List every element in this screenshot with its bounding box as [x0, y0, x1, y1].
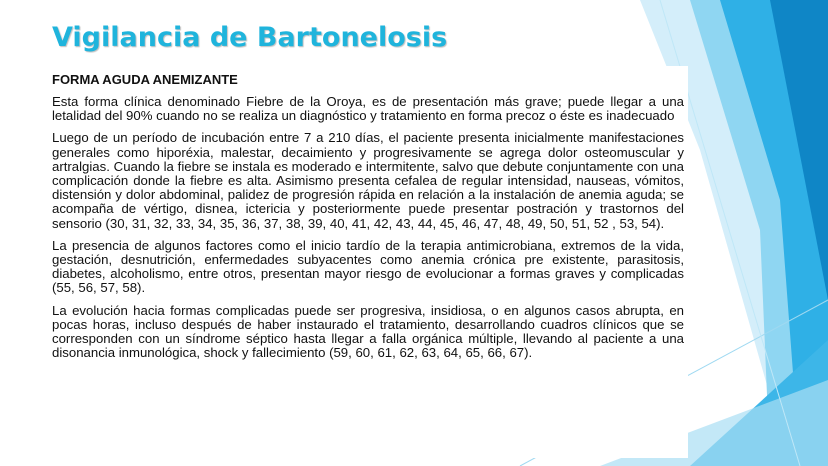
document-paragraph: La presencia de algunos factores como el inicio tardío de la terapia antimicrobiana, extremos de la vida, gestación, desnutrición, enfermedades subyacentes como anemia crónica pre existente, parasitosis, diabetes, alcoholismo, entre otros, presentan mayor riesgo de evolucionar a formas graves y complicadas (55, 56, 57, 58). — [52, 237, 684, 296]
document-paragraph: Luego de un período de incubación entre 7 a 210 días, el paciente presenta inicialmente manifestaciones generales como hiporéxia, malestar, decaimiento y progresivamente se agrega dolor osteomuscular y artralgias. Cuando la fiebre se instala es moderado e intermitente, salvo que debute conjuntamente con una complicación donde la fiebre es alta. Asimismo presenta cefalea de regular intensidad, nauseas, vómitos, distensión y dolor abdominal, palidez de progresión rápida en relación a la instalación de anemia aguda; se acompaña de vértigo, disnea, ictericia y posteriormente puede presentar postración y trastornos del sensorio (30, 31, 32, 33, 34, 35, 36, 37, 38, 39, 40, 41, 42, 43, 44, 45, 46, 47, 48, 49, 50, 51, 52 , 53, 54). — [52, 130, 684, 231]
slide-title: Vigilancia de Bartonelosis — [52, 22, 448, 53]
document-heading: FORMA AGUDA ANEMIZANTE — [52, 72, 238, 87]
document-image — [48, 66, 688, 458]
document-paragraph: Esta forma clínica denominado Fiebre de la Oroya, es de presentación más grave; puede llegar a una letalidad del 90% cuando no se realiza un diagnóstico y tratamiento en forma precoz o éste es inadecuado — [52, 94, 684, 124]
document-paragraph: La evolución hacia formas complicadas puede ser progresiva, insidiosa, o en algunos casos abrupta, en pocas horas, incluso después de haber instaurado el tratamiento, desarrollando cuadros clínicos que se corresponden con un síndrome séptico hasta llegar a falla orgánica múltiple, llevando al paciente a una disonancia inmunológica, shock y fallecimiento (59, 60, 61, 62, 63, 64, 65, 66, 67). — [52, 302, 684, 361]
